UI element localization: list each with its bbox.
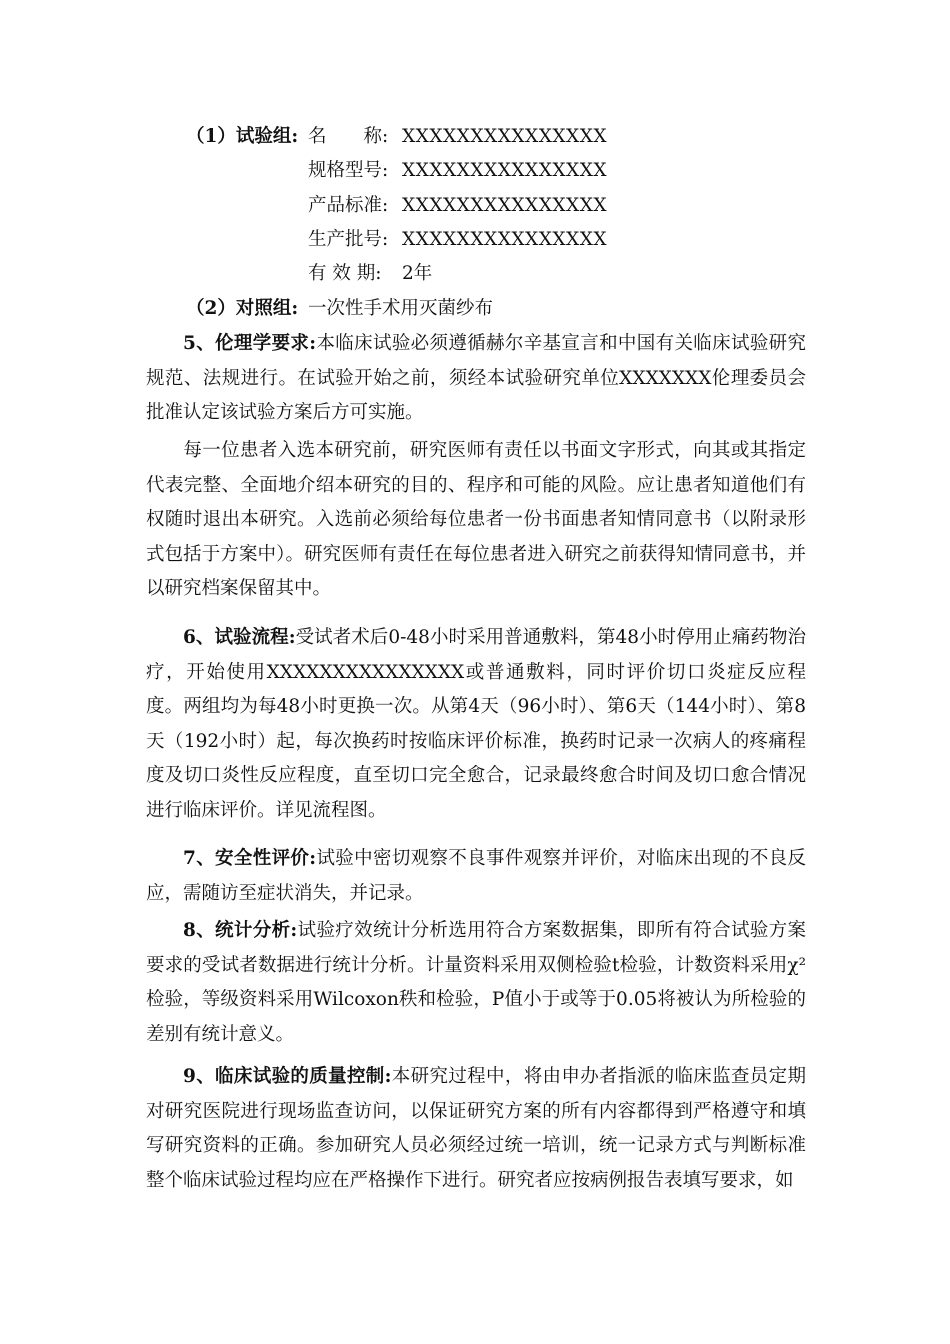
batch-label: 生产批号: (308, 229, 389, 250)
spec-value: XXXXXXXXXXXXXXX (402, 160, 608, 181)
validity-label: 有 效 期: (308, 263, 382, 284)
test-group-label: （1）试验组: (186, 126, 299, 147)
section-5-title: 5、伦理学要求: (183, 333, 317, 354)
spec-label: 规格型号: (308, 160, 389, 181)
standard-label: 产品标准: (308, 195, 389, 216)
section-5-text: 本临床试验必须遵循赫尔辛基宣言和中国有关临床试验研究规范、法规进行。在试验开始之前，须经本试验研究单位XXXXXXX伦理委员会批准认定该试验方案后方可实施。 (146, 333, 807, 423)
control-group-label: （2）对照组: (186, 298, 299, 319)
section-9-title: 9、临床试验的质量控制: (183, 1066, 392, 1087)
section-8-text: 试验疗效统计分析选用符合方案数据集，即所有符合试验方案要求的受试者数据进行统计分析。计量资料采用双侧检验t检验，计数资料采用χ²检验，等级资料采用Wilcoxon秩和检验，P值小于或等于0.05将被认为所检验的差别有统计意义。 (146, 920, 806, 1045)
control-group-value: 一次性手术用灭菌纱布 (308, 298, 494, 319)
validity-value: 2年 (402, 263, 433, 284)
standard-value: XXXXXXXXXXXXXXX (402, 195, 608, 216)
section-6-title: 6、试验流程: (183, 627, 296, 648)
section-7-safety (146, 842, 806, 911)
name-value: XXXXXXXXXXXXXXX (402, 126, 608, 147)
section-8-title: 8、统计分析: (183, 920, 298, 941)
section-6-procedure (146, 621, 806, 828)
section-5-ethics (146, 327, 806, 431)
batch-value: XXXXXXXXXXXXXXX (402, 229, 608, 250)
section-9-text: 本研究过程中，将由申办者指派的临床监查员定期对研究医院进行现场监查访问，以保证研究方案的所有内容都得到严格遵守和填写研究资料的正确。参加研究人员必须经过统一培训，统一记录方式与判断标准整个临床试验过程均应在严格操作下进行。研究者应按病例报告表填写要求，如 (146, 1066, 806, 1191)
name-label: 名 称: (308, 126, 389, 147)
section-7-text: 试验中密切观察不良事件观察并评价，对临床出现的不良反应，需随访至症状消失，并记录。 (146, 848, 807, 904)
section-5-consent (146, 434, 806, 607)
section-8-statistics (146, 914, 806, 1052)
section-6-text: 受试者术后0-48小时采用普通敷料，第48小时停用止痛药物治疗，开始使用XXXXXXXXXXXXXXX或普通敷料，同时评价切口炎症反应程度。两组均为每48小时更换一次。从第4天（96小时）、第6天（144小时）、第8天（192小时）起，每次换药时按临床评价标准，换药时记录一次病人的疼痛程度及切口炎性反应程度，直至切口完全愈合，记录最终愈合时间及切口愈合情况进行临床评价。详见流程图。 (146, 627, 807, 821)
section-9-quality-control (146, 1060, 806, 1198)
section-7-title: 7、安全性评价: (183, 848, 317, 869)
section-5-text-2: 每一位患者入选本研究前，研究医师有责任以书面文字形式，向其或其指定代表完整、全面地介绍本研究的目的、程序和可能的风险。应让患者知道他们有权随时退出本研究。入选前必须给每位患者一份书面患者知情同意书（以附录形式包括于方案中）。研究医师有责任在每位患者进入研究之前获得知情同意书，并以研究档案保留其中。 (146, 440, 806, 599)
